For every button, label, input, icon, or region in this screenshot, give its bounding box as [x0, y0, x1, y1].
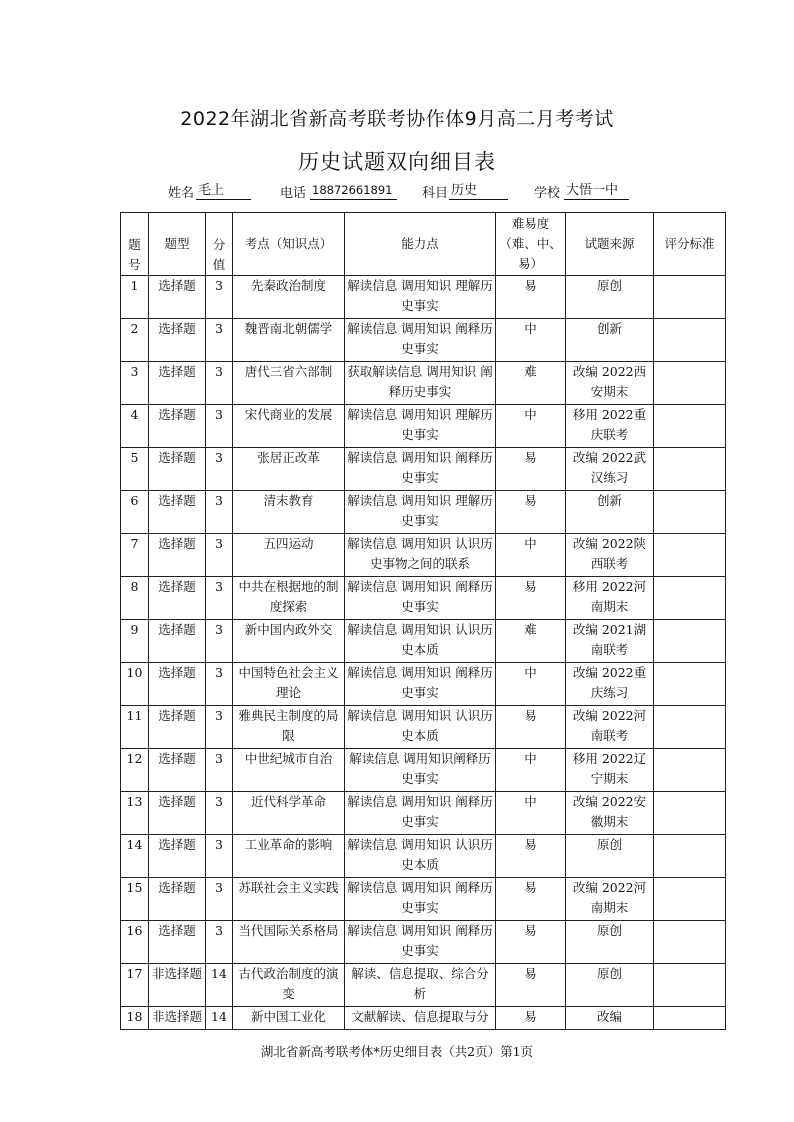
header-ability: 能力点: [345, 213, 496, 276]
cell-point: 唐代三省六部制: [233, 362, 345, 405]
cell-standard: [654, 534, 726, 577]
cell-ability: 解读信息 调用知识阐释历史事实: [345, 749, 496, 792]
cell-source: 原创: [566, 921, 654, 964]
cell-point: 雅典民主制度的局限: [233, 706, 345, 749]
cell-ability: 解读信息 调用知识 阐释历史事实: [345, 663, 496, 706]
cell-score: 3: [206, 276, 233, 319]
school-label: 学校: [534, 186, 561, 201]
cell-ability: 解读、信息提取、综合分析: [345, 964, 496, 1007]
cell-type: 选择题: [149, 835, 206, 878]
header-no: 题号: [121, 213, 149, 276]
cell-score: 3: [206, 835, 233, 878]
cell-point: 中国特色社会主义理论: [233, 663, 345, 706]
cell-score: 3: [206, 362, 233, 405]
cell-point: 先秦政治制度: [233, 276, 345, 319]
cell-point: 古代政治制度的演变: [233, 964, 345, 1007]
cell-source: 原创: [566, 964, 654, 1007]
cell-level: 中: [496, 663, 566, 706]
cell-level: 中: [496, 792, 566, 835]
header-source: 试题来源: [566, 213, 654, 276]
table-body: [121, 276, 726, 1030]
cell-no: 8: [121, 577, 149, 620]
cell-level: 难: [496, 362, 566, 405]
cell-no: 10: [121, 663, 149, 706]
cell-point: 新中国工业化: [233, 1007, 345, 1030]
cell-score: 3: [206, 878, 233, 921]
cell-score: 3: [206, 405, 233, 448]
cell-source: 改编 2022陕西联考: [566, 534, 654, 577]
cell-type: 选择题: [149, 792, 206, 835]
table-row: [121, 878, 726, 921]
cell-no: 17: [121, 964, 149, 1007]
name-value: 毛上: [196, 182, 251, 200]
cell-point: 五四运动: [233, 534, 345, 577]
cell-point: 宋代商业的发展: [233, 405, 345, 448]
table-row: [121, 276, 726, 319]
cell-score: 14: [206, 964, 233, 1007]
table-row: [121, 620, 726, 663]
cell-level: 难: [496, 620, 566, 663]
cell-source: 创新: [566, 319, 654, 362]
name-label: 姓名: [168, 186, 195, 201]
cell-no: 1: [121, 276, 149, 319]
table-row: [121, 448, 726, 491]
cell-level: 中: [496, 319, 566, 362]
phone-label: 电话: [280, 186, 307, 201]
table-row: [121, 1007, 726, 1030]
detail-table: [120, 212, 726, 1030]
cell-no: 3: [121, 362, 149, 405]
cell-standard: [654, 749, 726, 792]
table-row: [121, 577, 726, 620]
cell-standard: [654, 878, 726, 921]
cell-type: 选择题: [149, 448, 206, 491]
cell-type: 选择题: [149, 405, 206, 448]
cell-standard: [654, 792, 726, 835]
subject-label: 科目: [422, 186, 449, 201]
cell-level: 中: [496, 534, 566, 577]
cell-score: 3: [206, 491, 233, 534]
cell-ability: 解读信息 调用知识 认识历史本质: [345, 706, 496, 749]
cell-standard: [654, 577, 726, 620]
cell-ability: 解读信息 调用知识 理解历史事实: [345, 405, 496, 448]
cell-point: 苏联社会主义实践: [233, 878, 345, 921]
cell-no: 9: [121, 620, 149, 663]
document-subtitle: 历史试题双向细目表: [298, 150, 496, 174]
cell-point: 中世纪城市自治: [233, 749, 345, 792]
cell-standard: [654, 319, 726, 362]
table-row: [121, 706, 726, 749]
cell-score: 3: [206, 792, 233, 835]
cell-ability: 解读信息 调用知识 认识历史本质: [345, 620, 496, 663]
cell-source: 移用 2022重庆联考: [566, 405, 654, 448]
cell-point: 工业革命的影响: [233, 835, 345, 878]
cell-point: 近代科学革命: [233, 792, 345, 835]
table-row: [121, 749, 726, 792]
cell-score: 3: [206, 577, 233, 620]
table-row: [121, 921, 726, 964]
table-row: [121, 964, 726, 1007]
cell-source: 改编 2022安徽期末: [566, 792, 654, 835]
cell-no: 7: [121, 534, 149, 577]
cell-standard: [654, 620, 726, 663]
cell-source: 原创: [566, 835, 654, 878]
header-type: 题型: [149, 213, 206, 276]
cell-score: 3: [206, 448, 233, 491]
cell-level: 中: [496, 405, 566, 448]
cell-type: 选择题: [149, 319, 206, 362]
cell-point: 新中国内政外交: [233, 620, 345, 663]
cell-source: 改编 2021湖南联考: [566, 620, 654, 663]
cell-point: 魏晋南北朝儒学: [233, 319, 345, 362]
table-row: [121, 319, 726, 362]
cell-ability: 解读信息 调用知识 阐释历史事实: [345, 448, 496, 491]
cell-level: 易: [496, 964, 566, 1007]
table-row: [121, 663, 726, 706]
cell-type: 选择题: [149, 663, 206, 706]
cell-score: 3: [206, 319, 233, 362]
cell-source: 移用 2022辽宁期末: [566, 749, 654, 792]
cell-type: 选择题: [149, 276, 206, 319]
table-row: [121, 534, 726, 577]
cell-level: 易: [496, 706, 566, 749]
cell-ability: 解读信息 调用知识 阐释历史事实: [345, 792, 496, 835]
cell-standard: [654, 362, 726, 405]
cell-score: 14: [206, 1007, 233, 1030]
subject-value: 历史: [449, 182, 508, 200]
header-level: 难易度（难、中、易）: [496, 213, 566, 276]
cell-type: 选择题: [149, 534, 206, 577]
cell-level: 易: [496, 448, 566, 491]
cell-source: 改编 2022河南联考: [566, 706, 654, 749]
table-row: [121, 491, 726, 534]
cell-ability: 解读信息 调用知识 阐释历史事实: [345, 319, 496, 362]
cell-ability: 解读信息 调用知识 阐释历史事实: [345, 921, 496, 964]
cell-level: 易: [496, 921, 566, 964]
cell-no: 18: [121, 1007, 149, 1030]
cell-no: 15: [121, 878, 149, 921]
cell-standard: [654, 448, 726, 491]
cell-point: 清末教育: [233, 491, 345, 534]
cell-source: 改编 2022西安期末: [566, 362, 654, 405]
cell-source: 改编 2022河南期末: [566, 878, 654, 921]
cell-level: 易: [496, 577, 566, 620]
cell-level: 易: [496, 491, 566, 534]
cell-type: 选择题: [149, 706, 206, 749]
cell-ability: 解读信息 调用知识 理解历史事实: [345, 491, 496, 534]
cell-level: 易: [496, 835, 566, 878]
cell-standard: [654, 276, 726, 319]
school-value: 大悟一中: [564, 182, 629, 200]
cell-no: 12: [121, 749, 149, 792]
cell-score: 3: [206, 749, 233, 792]
cell-type: 选择题: [149, 878, 206, 921]
phone-value: 18872661891: [310, 182, 397, 200]
cell-type: 选择题: [149, 577, 206, 620]
cell-score: 3: [206, 921, 233, 964]
document-title: 2022年湖北省新高考联考协作体9月高二月考考试: [180, 108, 614, 130]
author-info-line: [168, 182, 648, 202]
cell-standard: [654, 835, 726, 878]
cell-no: 6: [121, 491, 149, 534]
cell-source: 改编 2022武汉练习: [566, 448, 654, 491]
cell-level: 易: [496, 1007, 566, 1030]
cell-level: 中: [496, 749, 566, 792]
cell-score: 3: [206, 663, 233, 706]
cell-type: 选择题: [149, 921, 206, 964]
page-footer: 湖北省新高考联考体*历史细目表（共2页）第1页: [260, 1044, 534, 1059]
cell-standard: [654, 1007, 726, 1030]
cell-source: 移用 2022河南期末: [566, 577, 654, 620]
cell-score: 3: [206, 620, 233, 663]
cell-score: 3: [206, 706, 233, 749]
cell-type: 选择题: [149, 362, 206, 405]
cell-type: 选择题: [149, 749, 206, 792]
cell-no: 14: [121, 835, 149, 878]
cell-source: 改编: [566, 1007, 654, 1030]
header-score: 分值: [206, 213, 233, 276]
cell-standard: [654, 706, 726, 749]
cell-ability: 解读信息 调用知识 理解历史事实: [345, 276, 496, 319]
cell-score: 3: [206, 534, 233, 577]
cell-standard: [654, 491, 726, 534]
cell-type: 选择题: [149, 491, 206, 534]
cell-point: 当代国际关系格局: [233, 921, 345, 964]
cell-no: 11: [121, 706, 149, 749]
table-row: [121, 362, 726, 405]
cell-source: 改编 2022重庆练习: [566, 663, 654, 706]
cell-ability: 解读信息 调用知识 阐释历史事实: [345, 878, 496, 921]
cell-standard: [654, 964, 726, 1007]
cell-no: 4: [121, 405, 149, 448]
cell-ability: 解读信息 调用知识 认识历史本质: [345, 835, 496, 878]
cell-source: 创新: [566, 491, 654, 534]
cell-ability: 解读信息 调用知识 认识历史事物之间的联系: [345, 534, 496, 577]
cell-level: 易: [496, 878, 566, 921]
cell-level: 易: [496, 276, 566, 319]
header-standard: 评分标准: [654, 213, 726, 276]
cell-standard: [654, 663, 726, 706]
table-row: [121, 792, 726, 835]
cell-point: 中共在根据地的制度探索: [233, 577, 345, 620]
cell-no: 5: [121, 448, 149, 491]
cell-standard: [654, 405, 726, 448]
cell-standard: [654, 921, 726, 964]
cell-type: 非选择题: [149, 964, 206, 1007]
cell-type: 选择题: [149, 620, 206, 663]
table-row: [121, 405, 726, 448]
cell-ability: 文献解读、信息提取与分: [345, 1007, 496, 1030]
cell-point: 张居正改革: [233, 448, 345, 491]
header-point: 考点（知识点）: [233, 213, 345, 276]
table-header-row: [121, 213, 726, 276]
cell-type: 非选择题: [149, 1007, 206, 1030]
table-row: [121, 835, 726, 878]
cell-source: 原创: [566, 276, 654, 319]
cell-no: 2: [121, 319, 149, 362]
cell-no: 13: [121, 792, 149, 835]
cell-ability: 解读信息 调用知识 阐释历史事实: [345, 577, 496, 620]
cell-ability: 获取解读信息 调用知识 阐释历史事实: [345, 362, 496, 405]
cell-no: 16: [121, 921, 149, 964]
